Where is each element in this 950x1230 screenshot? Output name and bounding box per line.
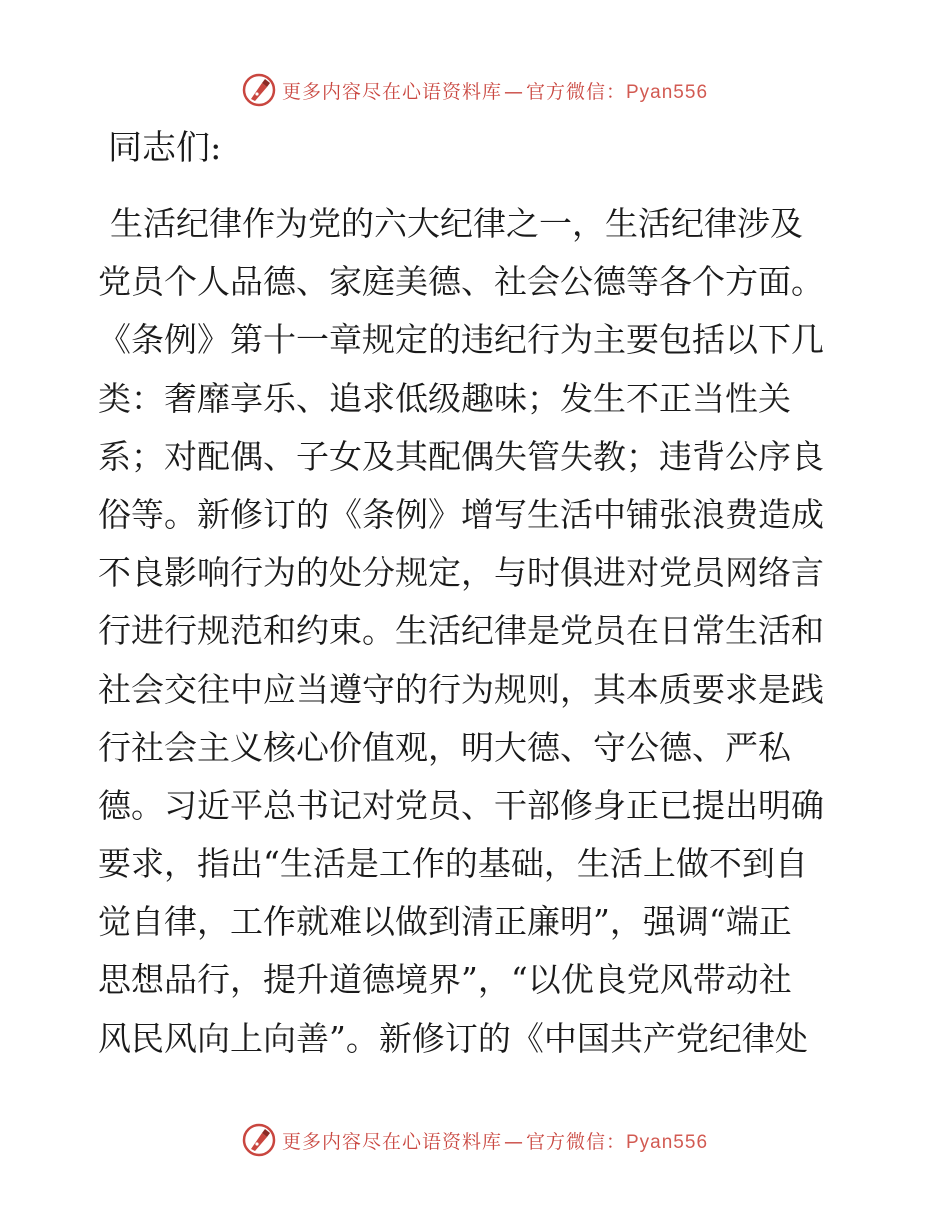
body-line: 《条例》第十一章规定的违纪行为主要包括以下几 [98,320,824,360]
body-line: 生活纪律作为党的六大纪律之一，生活纪律涉及 [110,204,803,243]
footer-banner-separator: — [503,1130,524,1153]
body-line: 行社会主义核心价值观，明大德、守公德、严私 [98,727,791,767]
body-line: 不良影响行为的处分规定，与时俱进对党员网络言 [98,553,824,593]
body-line: 类：奢靡享乐、追求低级趣味；发生不正当性关 [98,378,791,418]
body-line: 风民风向上向善”。新修订的《中国共产党纪律处 [98,1018,808,1058]
body-line: 社会交往中应当遵守的行为规则，其本质要求是践 [98,669,824,709]
header-wechat-label: 官方微信： [525,80,626,103]
body-line: 行进行规范和约束。生活纪律是党员在日常生活和 [98,611,824,651]
document-body [98,195,850,1068]
body-line: 觉自律，工作就难以做到清正廉明”，强调“端正 [98,902,792,942]
salutation: 同志们: [108,128,222,168]
footer-wechat-id: Pyan556 [626,1131,709,1153]
pen-nib-logo-icon [242,73,276,107]
header-banner-text [282,77,708,104]
body-line: 思想品行，提升道德境界”，“以优良党风带动社 [98,960,792,1000]
pen-nib-logo-icon [242,1123,276,1157]
body-line: 系；对配偶、子女及其配偶失管失教；违背公序良 [98,436,824,476]
body-line: 党员个人品德、家庭美德、社会公德等各个方面。 [98,262,824,302]
body-line: 德。习近平总书记对党员、干部修身正已提出明确 [98,785,824,825]
footer-wechat-label: 官方微信： [525,1130,626,1153]
body-line: 俗等。新修订的《条例》增写生活中铺张浪费造成 [98,494,824,534]
header-banner-separator: — [503,80,524,103]
header-banner-title: 更多内容尽在心语资料库 [281,80,502,103]
footer-banner [0,1120,950,1160]
footer-banner-text [282,1127,708,1154]
footer-banner-title: 更多内容尽在心语资料库 [281,1130,502,1153]
header-wechat-id: Pyan556 [626,81,709,103]
body-line: 要求，指出“生活是工作的基础，生活上做不到自 [98,844,808,884]
header-banner [0,70,950,110]
